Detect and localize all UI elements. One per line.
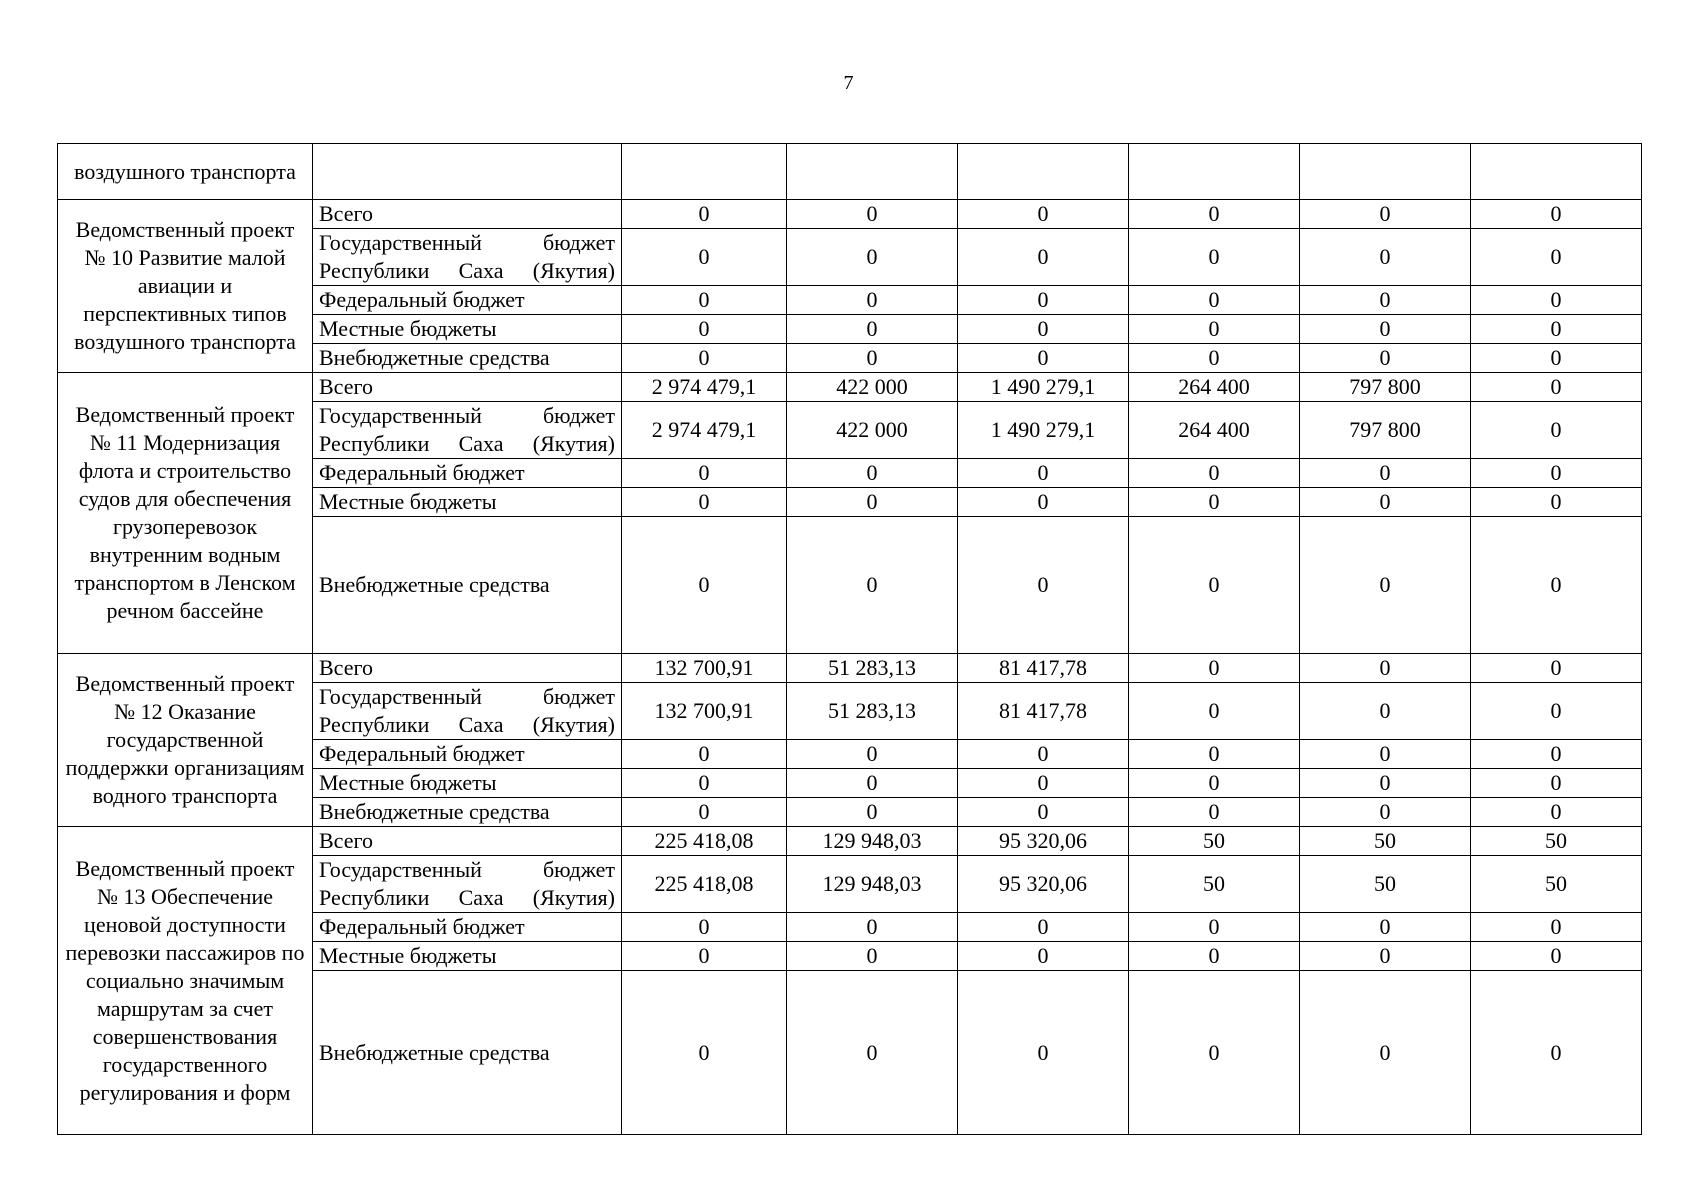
value-cell: 0 — [1300, 740, 1471, 769]
funding-source-cell: Федеральный бюджет — [313, 459, 622, 488]
value-cell: 0 — [1471, 344, 1642, 373]
value-cell: 0 — [958, 344, 1129, 373]
value-cell: 0 — [1129, 654, 1300, 683]
value-cell: 0 — [1471, 229, 1642, 286]
value-cell: 0 — [622, 517, 787, 654]
funding-source-cell: Всего — [313, 827, 622, 856]
value-cell: 0 — [787, 798, 958, 827]
funding-source-cell: Всего — [313, 373, 622, 402]
value-cell: 0 — [622, 942, 787, 971]
value-cell: 0 — [1129, 488, 1300, 517]
value-cell: 50 — [1300, 856, 1471, 913]
value-cell: 0 — [622, 769, 787, 798]
value-cell: 0 — [1471, 459, 1642, 488]
value-cell: 0 — [1300, 683, 1471, 740]
value-cell: 797 800 — [1300, 402, 1471, 459]
table-row — [58, 654, 1642, 683]
value-cell: 0 — [622, 344, 787, 373]
funding-source-cell: Внебюджетные средства — [313, 798, 622, 827]
empty-cell — [622, 144, 787, 200]
value-cell: 422 000 — [787, 373, 958, 402]
value-cell: 797 800 — [1300, 373, 1471, 402]
value-cell: 0 — [1129, 229, 1300, 286]
value-cell: 0 — [958, 286, 1129, 315]
funding-source-cell: Местные бюджеты — [313, 315, 622, 344]
funding-source-cell: Государственный бюджет Республики Саха (Якутия) — [313, 229, 622, 286]
value-cell: 0 — [1129, 459, 1300, 488]
value-cell: 0 — [1471, 769, 1642, 798]
empty-cell — [958, 144, 1129, 200]
value-cell: 0 — [1129, 740, 1300, 769]
empty-cell — [1129, 144, 1300, 200]
value-cell: 0 — [622, 488, 787, 517]
value-cell: 129 948,03 — [787, 827, 958, 856]
funding-source-cell: Государственный бюджет Республики Саха (Якутия) — [313, 402, 622, 459]
funding-source-cell: Местные бюджеты — [313, 769, 622, 798]
value-cell: 0 — [1471, 913, 1642, 942]
budget-table-body — [58, 144, 1642, 1135]
value-cell: 0 — [958, 942, 1129, 971]
funding-source-cell: Местные бюджеты — [313, 488, 622, 517]
funding-source-cell: Внебюджетные средства — [313, 971, 622, 1135]
value-cell: 95 320,06 — [958, 827, 1129, 856]
value-cell: 0 — [1471, 942, 1642, 971]
value-cell: 0 — [1471, 200, 1642, 229]
value-cell: 0 — [622, 459, 787, 488]
value-cell: 0 — [958, 971, 1129, 1135]
value-cell: 0 — [1129, 286, 1300, 315]
value-cell: 0 — [1471, 683, 1642, 740]
value-cell: 0 — [1129, 315, 1300, 344]
value-cell: 0 — [1300, 459, 1471, 488]
table-row — [58, 200, 1642, 229]
funding-source-cell: Местные бюджеты — [313, 942, 622, 971]
funding-source-cell: Внебюджетные средства — [313, 344, 622, 373]
value-cell: 0 — [1300, 913, 1471, 942]
value-cell: 0 — [622, 200, 787, 229]
value-cell: 0 — [1300, 971, 1471, 1135]
value-cell: 1 490 279,1 — [958, 402, 1129, 459]
value-cell: 0 — [622, 315, 787, 344]
value-cell: 0 — [1471, 315, 1642, 344]
value-cell: 0 — [1471, 740, 1642, 769]
value-cell: 2 974 479,1 — [622, 373, 787, 402]
value-cell: 0 — [958, 517, 1129, 654]
project-title-cell: Ведомственный проект № 13 Обеспечение ценовой доступности перевозки пассажиров по социально значимым маршрутам за счет совершенствования государственного регулирования и форм — [58, 827, 313, 1135]
value-cell: 0 — [787, 971, 958, 1135]
value-cell: 81 417,78 — [958, 654, 1129, 683]
value-cell: 81 417,78 — [958, 683, 1129, 740]
value-cell: 0 — [1129, 344, 1300, 373]
value-cell: 0 — [1129, 200, 1300, 229]
value-cell: 0 — [1300, 488, 1471, 517]
value-cell: 0 — [787, 286, 958, 315]
value-cell: 50 — [1129, 856, 1300, 913]
value-cell: 0 — [1300, 769, 1471, 798]
value-cell: 0 — [622, 913, 787, 942]
value-cell: 264 400 — [1129, 373, 1300, 402]
value-cell: 0 — [1300, 200, 1471, 229]
value-cell: 0 — [787, 459, 958, 488]
page-number: 7 — [843, 72, 854, 94]
value-cell: 0 — [787, 344, 958, 373]
empty-cell — [313, 144, 622, 200]
value-cell: 0 — [1300, 942, 1471, 971]
value-cell: 264 400 — [1129, 402, 1300, 459]
project-title-cell: Ведомственный проект № 10 Развитие малой авиации и перспективных типов воздушного транспорта — [58, 200, 313, 373]
value-cell: 132 700,91 — [622, 683, 787, 740]
table-row — [58, 144, 1642, 200]
funding-source-cell: Всего — [313, 200, 622, 229]
value-cell: 0 — [958, 798, 1129, 827]
value-cell: 50 — [1129, 827, 1300, 856]
empty-cell — [1471, 144, 1642, 200]
value-cell: 0 — [1471, 373, 1642, 402]
project-title-cell: Ведомственный проект № 12 Оказание государственной поддержки организациям водного транспорта — [58, 654, 313, 827]
value-cell: 0 — [787, 740, 958, 769]
value-cell: 0 — [622, 286, 787, 315]
value-cell: 225 418,08 — [622, 856, 787, 913]
value-cell: 0 — [958, 459, 1129, 488]
value-cell: 0 — [787, 769, 958, 798]
value-cell: 0 — [787, 229, 958, 286]
value-cell: 0 — [1129, 683, 1300, 740]
funding-source-cell: Государственный бюджет Республики Саха (Якутия) — [313, 856, 622, 913]
value-cell: 0 — [958, 315, 1129, 344]
funding-source-cell: Федеральный бюджет — [313, 740, 622, 769]
value-cell: 51 283,13 — [787, 683, 958, 740]
value-cell: 0 — [1300, 798, 1471, 827]
value-cell: 0 — [958, 488, 1129, 517]
budget-table — [57, 143, 1642, 1135]
value-cell: 0 — [787, 942, 958, 971]
value-cell: 0 — [1129, 971, 1300, 1135]
value-cell: 51 283,13 — [787, 654, 958, 683]
empty-cell — [1300, 144, 1471, 200]
funding-source-cell: Внебюджетные средства — [313, 517, 622, 654]
project-title-cell: Ведомственный проект № 11 Модернизация флота и строительство судов для обеспечения грузоперевозок внутренним водным транспортом в Ленском речном бассейне — [58, 373, 313, 654]
value-cell: 0 — [1471, 971, 1642, 1135]
value-cell: 0 — [787, 488, 958, 517]
value-cell: 0 — [1129, 769, 1300, 798]
value-cell: 0 — [1300, 229, 1471, 286]
value-cell: 0 — [787, 913, 958, 942]
funding-source-cell: Государственный бюджет Республики Саха (Якутия) — [313, 683, 622, 740]
value-cell: 95 320,06 — [958, 856, 1129, 913]
value-cell: 0 — [1471, 654, 1642, 683]
value-cell: 0 — [1471, 798, 1642, 827]
value-cell: 0 — [958, 200, 1129, 229]
value-cell: 422 000 — [787, 402, 958, 459]
value-cell: 0 — [1129, 798, 1300, 827]
value-cell: 50 — [1300, 827, 1471, 856]
value-cell: 225 418,08 — [622, 827, 787, 856]
value-cell: 0 — [1471, 402, 1642, 459]
funding-source-cell: Федеральный бюджет — [313, 286, 622, 315]
value-cell: 0 — [958, 913, 1129, 942]
value-cell: 50 — [1471, 827, 1642, 856]
value-cell: 132 700,91 — [622, 654, 787, 683]
value-cell: 0 — [1300, 344, 1471, 373]
value-cell: 0 — [1471, 488, 1642, 517]
value-cell: 0 — [958, 229, 1129, 286]
value-cell: 0 — [958, 740, 1129, 769]
value-cell: 0 — [1471, 517, 1642, 654]
value-cell: 0 — [958, 769, 1129, 798]
value-cell: 0 — [622, 740, 787, 769]
empty-cell — [787, 144, 958, 200]
value-cell: 0 — [1129, 942, 1300, 971]
value-cell: 0 — [787, 200, 958, 229]
value-cell: 50 — [1471, 856, 1642, 913]
value-cell: 0 — [1129, 517, 1300, 654]
value-cell: 129 948,03 — [787, 856, 958, 913]
value-cell: 0 — [622, 971, 787, 1135]
table-row — [58, 373, 1642, 402]
value-cell: 0 — [787, 315, 958, 344]
funding-source-cell: Федеральный бюджет — [313, 913, 622, 942]
value-cell: 0 — [1129, 913, 1300, 942]
value-cell: 0 — [1300, 517, 1471, 654]
value-cell: 0 — [787, 517, 958, 654]
value-cell: 0 — [1300, 315, 1471, 344]
value-cell: 0 — [1300, 286, 1471, 315]
value-cell: 0 — [1300, 654, 1471, 683]
value-cell: 2 974 479,1 — [622, 402, 787, 459]
project-title-cell: воздушного транспорта — [58, 144, 313, 200]
value-cell: 0 — [622, 229, 787, 286]
value-cell: 0 — [1471, 286, 1642, 315]
funding-source-cell: Всего — [313, 654, 622, 683]
table-row — [58, 827, 1642, 856]
value-cell: 0 — [622, 798, 787, 827]
value-cell: 1 490 279,1 — [958, 373, 1129, 402]
